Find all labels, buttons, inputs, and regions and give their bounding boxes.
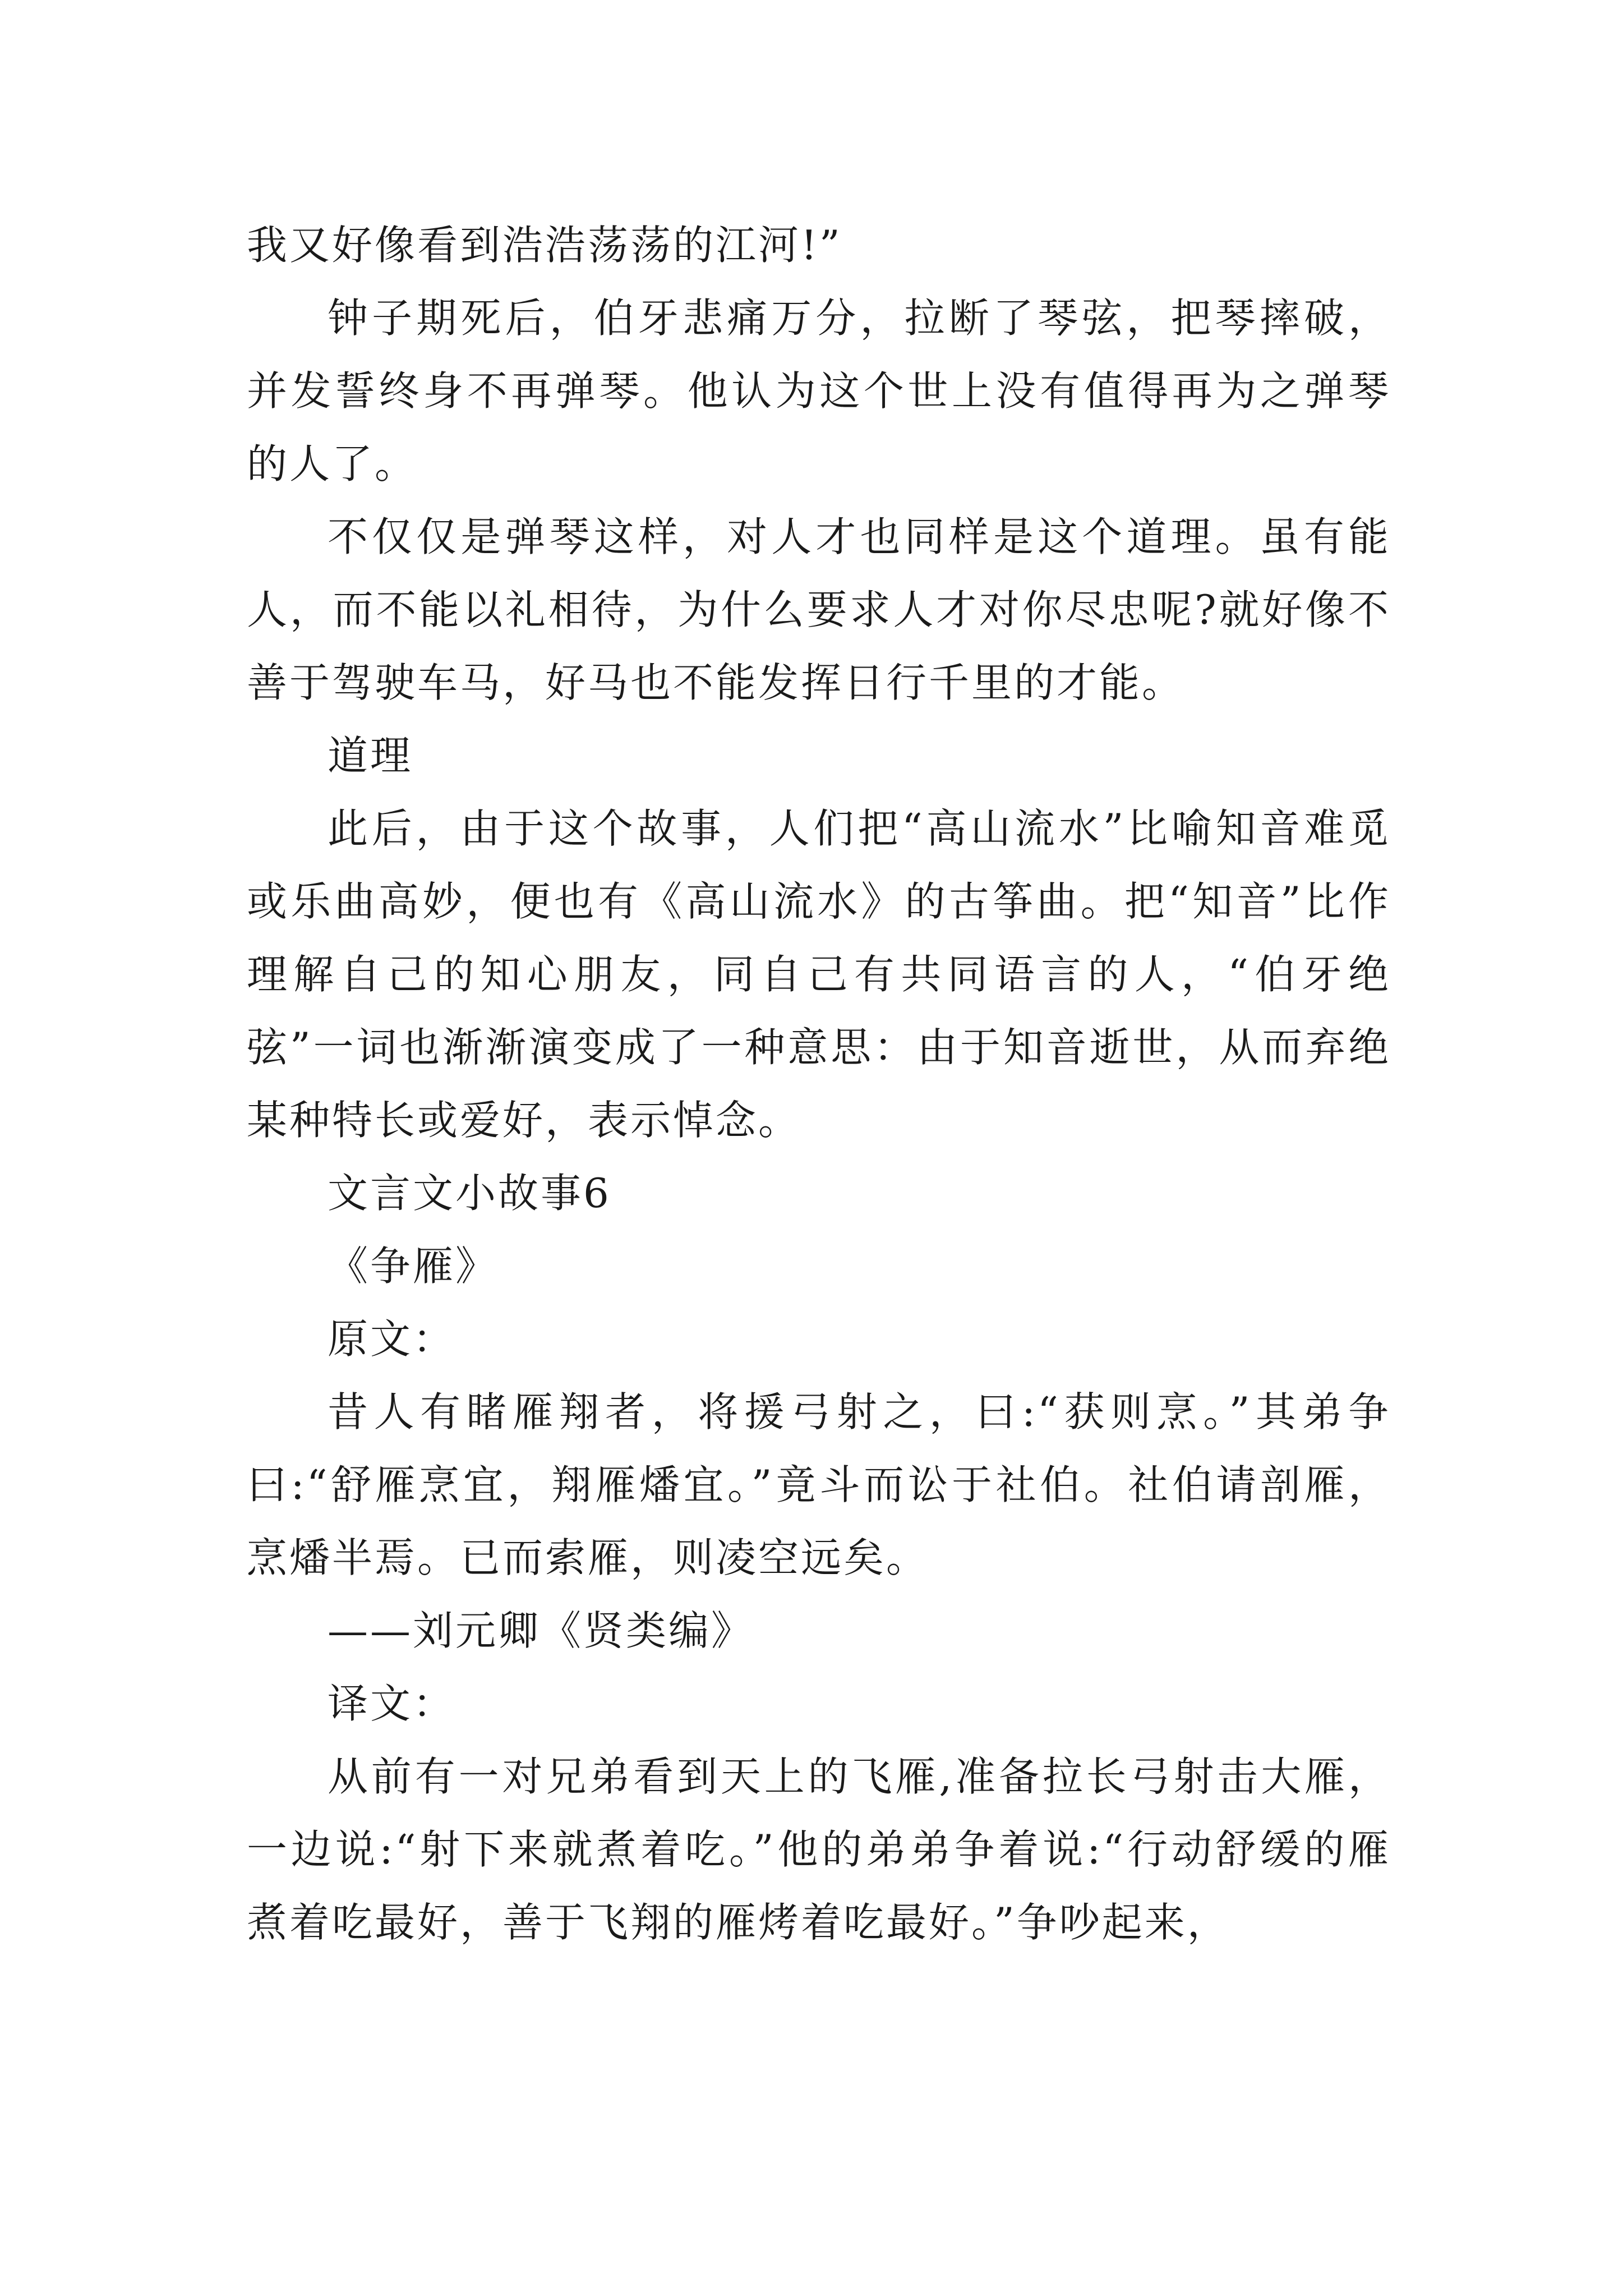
heading-story-6: 文言文小故事6 (328, 1170, 611, 1217)
label-translation: 译文： (328, 1680, 456, 1727)
paragraph-original-text: 昔人有睹雁翔者，将援弓射之，曰:“获则烹。”其弟争曰:“舒雁烹宜，翔雁燔宜。”竟斗而讼于社伯。社伯请剖雁，烹燔半焉。已而索雁，则凌空远矣。 (247, 1388, 1391, 1581)
paragraph-boya-breaks-strings: 钟子期死后，伯牙悲痛万分，拉断了琴弦，把琴摔破，并发誓终身不再弹琴。他认为这个世上没有值得再为之弹琴的人了。 (247, 295, 1391, 487)
label-original-text: 原文： (328, 1315, 456, 1363)
paragraph-talent-analogy: 不仅仅是弹琴这样，对人才也同样是这个道理。虽有能人，而不能以礼相待，为什么要求人才对你尽忠呢?就好像不善于驾驶车马，好马也不能发挥日行千里的才能。 (247, 513, 1391, 706)
document-body (247, 209, 1391, 1959)
paragraph-moral-explanation: 此后，由于这个故事，人们把“高山流水”比喻知音难觅或乐曲高妙，便也有《高山流水》的古筝曲。把“知音”比作理解自己的知心朋友，同自己有共同语言的人，“伯牙绝弦”一词也渐渐演变成了一种意思：由于知音逝世，从而弃绝某种特长或爱好，表示悼念。 (247, 805, 1391, 1144)
story-title: 《争雁》 (328, 1243, 499, 1290)
heading-moral: 道理 (328, 732, 413, 779)
source-attribution: ——刘元卿《贤类编》 (328, 1607, 754, 1654)
paragraph-translation: 从前有一对兄弟看到天上的飞雁,准备拉长弓射击大雁，一边说:“射下来就煮着吃。”他的弟弟争着说:“行动舒缓的雁煮着吃最好，善于飞翔的雁烤着吃最好。”争吵起来， (247, 1753, 1391, 1946)
paragraph-continuation: 我又好像看到浩浩荡荡的江河!” (247, 222, 842, 269)
